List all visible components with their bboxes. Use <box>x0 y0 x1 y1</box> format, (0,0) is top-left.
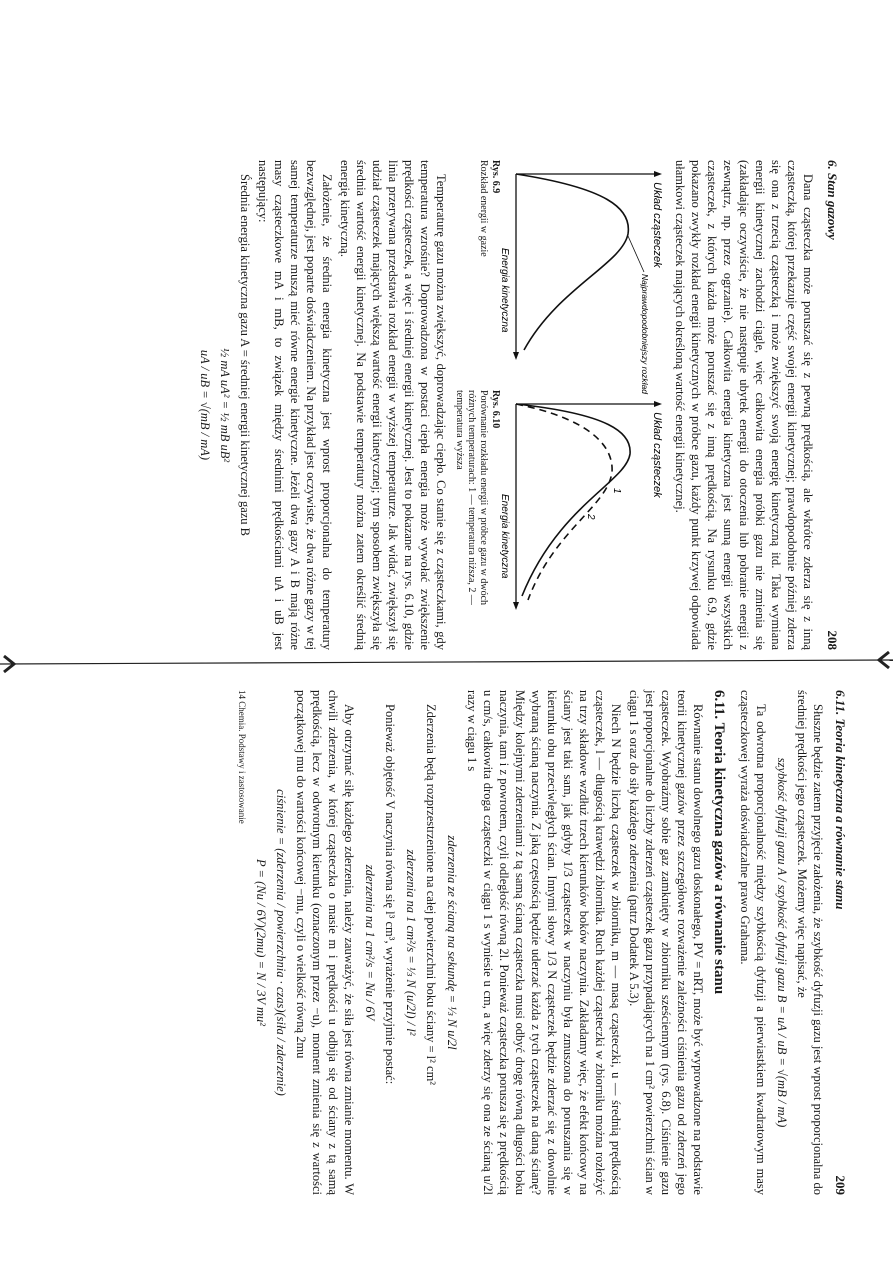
left-paragraph-3b: Średnia energia kinetyczna gazu A = średniej energii kinetycznej gazu B <box>238 174 252 537</box>
fold-line <box>0 660 893 664</box>
fig69-y-arrow <box>654 171 662 177</box>
fig610-caption <box>453 390 501 610</box>
fig610-curve-1-label: 1 <box>611 488 622 494</box>
right-paragraph-2: Ta odwrotna proporcjonalność między szybkością dyfuzji a pierwiastkiem kwadratowym masy cząsteczkowej wyraża doświadczalne prawo Grahama. <box>738 690 768 1195</box>
left-paragraph-1: Dana cząsteczka może poruszać się z pewną prędkością, ale wkrótce zderza się z inną cząsteczką, której przekazuje część swojej energii kinetycznej; prawdopodobnie później zderza się ona z trzecią cząsteczką i może zwiększyć swoją energię kinetyczną itd. Taka wymiana energii kinetycznej zachodzi ciągle, więc całkowita energia próbki gazu nie zmienia się (zakładając oczywiście, że nie następuje ubytek energii do otoczenia lub pobranie energii z zewnątrz, np. przez ogrzanie). Całkowita energia kinetyczna jest sumą energii wszystkich cząsteczek, z których każda może poruszać się z inną prędkością. Na rysunku 6.9, gdzie pokazano zwykły rozkład energii kinetycznych w próbce gazu, każdy punkt krzywej odpowiada ułamkowi cząsteczek mających określoną wartość energii kinetycznej. <box>673 160 815 650</box>
left-paragraph-2: Temperaturę gazu można zwiększyć, doprowadzając ciepło. Co stanie się z cząsteczkami, gdy temperatura wzrośnie? Doprowadzona w postaci ciepła energia może wywołać zwiększenie prędkości cząsteczek, a więc i średniej energii kinetycznej. Jest to pokazane na rys. 6.10, gdzie linia przerywana przedstawia rozkład energii w wyższej temperaturze. Jak widać, zwiększył się udział cząsteczek mających większą wartość energii kinetycznej; tym sposobem zwiększyła się średnia wartość energii kinetycznej. Na podstawie temperatury można zatem określić średnią energię kinetyczną. <box>338 160 448 650</box>
right-text-block-4 <box>423 690 439 1195</box>
fig69-curve <box>516 174 628 350</box>
fig610-y-arrow <box>654 401 662 407</box>
right-equation-2: zderzenia ze ścianą na sekundę = ⅓ N u/2l <box>445 835 459 1050</box>
right-equation-5: ciśnienie = (zderzenia / powierzchnia · czas)(siła / zderzenie) <box>274 789 288 1096</box>
right-text-block-6 <box>293 690 357 1195</box>
right-equation-6: P = (Nu / 6V)(2mu) = N / 3V mu² <box>254 858 268 1027</box>
right-paragraph-1: Słuszne będzie zatem przyjęcie założenia, że szybkość dyfuzji gazu jest wprost proporcjonalna do średniej prędkości jego cząsteczek. Możemy więc napisać, że <box>795 690 825 1195</box>
fig610-y-label: Układ cząsteczek <box>651 412 663 498</box>
figure-6-10 <box>453 390 666 610</box>
fig69-caption-text: Rozkład energii w gazie <box>478 160 489 257</box>
right-text-block <box>794 690 826 1195</box>
figure-6-9 <box>453 160 666 395</box>
right-text-block-3 <box>464 690 706 1195</box>
figure-6-9-graph <box>499 160 666 395</box>
right-text-block-2 <box>737 690 769 1195</box>
right-section-title: 6.11. Teoria kinetyczna a równanie stanu <box>833 690 848 910</box>
right-text-block-5 <box>382 690 398 1195</box>
figures-row <box>453 160 666 650</box>
right-page <box>198 690 848 1195</box>
right-paragraph-3: Równanie stanu dowolnego gazu doskonałego, PV = nRT, może być wyprowadzone na podstawie teorii kinetycznej gazów przez szczegółowe rozważenie zależności ciśnienia gazu od zderzeń jego cząsteczek. Wyobraźmy sobie gaz zamknięty w zbiorniku sześciennym (rys. 6.8). Ciśnienie gazu jest proporcjonalne do liczby zderzeń cząsteczek gazu przypadających na 1 cm² powierzchni ścian w ciągu 1 s oraz do siły każdego zderzenia (patrz Dodatek A 5.3). <box>627 690 705 1195</box>
right-paragraph-4: Niech N będzie liczbą cząsteczek w zbiorniku, m — masą cząsteczki, u — średnią prędkością cząsteczek, l — długością krawędzi zbiornika. Ruch każdej cząsteczki w zbiorniku można rozłożyć na trzy składowe wzdłuż trzech kierunków boków naczynia. Zakładamy więc, że efekt końcowy na ściany jest taki sam, jak gdyby 1/3 cząsteczek w naczyniu była zmuszona do poruszania się w kierunku obu przeciwległych ścian. Innymi słowy 1/3 N cząsteczek będzie zderzać się z dowolnie wybraną ścianą naczynia. Z jaką częstością będzie uderzać każda z tych cząsteczek na daną ścianę? Między kolejnymi zderzeniami z tą samą ścianą cząsteczka musi odbyć drogę równą długości boku naczynia, tam i z powrotem, czyli odległość równą 2l. Ponieważ cząsteczka porusza się z prędkością u cm/s, całkowita droga cząsteczki w ciągu 1 s wyniesie u cm, a więc zderzy się ona ze ścianą u/2l razy w ciągu 1 s <box>465 690 623 1195</box>
fig610-curve-2 <box>516 404 612 600</box>
fig610-curve-2-label: 2 <box>585 514 596 520</box>
left-equation-1: ½ mA uA² = ½ mB uB² <box>218 347 232 463</box>
left-text-block-2 <box>237 160 449 650</box>
fig610-curve-1 <box>516 404 630 596</box>
fig69-caption <box>477 160 501 360</box>
fig69-peak-pointer <box>628 236 644 272</box>
left-paragraph-3: Założenie, że średnia energia kinetyczna jest wprost proporcjonalna do temperatury bezwzględnej, jest poparte doświadczeniem. Na przykład jest oczywiste, że dwa różne gazy w tej samej temperaturze muszą mieć równe energie kinetyczne. Jeżeli dwa gazy A i B mają różne masy cząsteczkowe mA i mB, to związek między średnimi prędkościami uA i uB jest następujący: <box>256 160 334 650</box>
figure-6-10-graph <box>499 390 666 610</box>
left-page-header <box>824 160 840 650</box>
right-equation-4: zderzenia na 1 cm²/s = Nu / 6V <box>363 864 377 1021</box>
fig610-caption-text: Porównanie rozkładu energii w próbce gazu w dwóch różnych temperaturach: 1 — temperatura niższa, 2 — temperatura wyższa <box>454 390 489 606</box>
section-heading: 6.11. Teoria kinetyczna gazów a równanie stanu <box>711 690 727 995</box>
left-text-block <box>672 160 816 650</box>
fig610-x-label: Energia kinetyczna <box>499 494 510 579</box>
fig69-peak-label: Najprawdopodobniejszy rozkład <box>640 274 650 395</box>
fig610-caption-title: Rys. 6.10 <box>490 390 501 429</box>
right-paragraph-6: Ponieważ objętość V naczynia równa się l³ cm³, wyrażenie przyjmie postać: <box>383 704 397 1085</box>
left-chapter-title: 6. Stan gazowy <box>825 160 840 240</box>
right-page-number: 209 <box>833 1175 848 1195</box>
fig69-x-arrow <box>513 352 519 360</box>
footnote: 14 Chemia. Podstawy i zastosowanie <box>237 690 247 824</box>
fig69-x-label: Energia kinetyczna <box>499 248 510 333</box>
right-paragraph-7: Aby otrzymać siłę każdego zderzenia, należy zauważyć, że siła jest równa zmianie momentu. W chwili zderzenia, w której cząsteczka o masie m i prędkości u odbija się od ściany z tą samą prędkością, lecz w odwrotnym kierunku (oznaczonym przez −u), moment zmienia się z wartości początkowej mu do wartości końcowej −mu, czyli o wielkość równą 2mu <box>294 690 356 1195</box>
left-equation-2: uA / uB = √(mB / mA) <box>198 349 212 461</box>
right-equation-3: zderzenia na 1 cm²/s = ⅓ N (u/2l) / l² <box>404 849 418 1036</box>
right-page-header <box>832 690 848 1195</box>
left-page <box>160 160 840 650</box>
right-equation-1: szybkość dyfuzji gazu A / szybkość dyfuzji gazu B = uA / uB = √(mB / mA) <box>775 757 789 1128</box>
right-paragraph-5: Zderzenia będą rozprzestrzenione na całej powierzchni boku ściany = l² cm² <box>424 704 438 1086</box>
fig69-y-label: Układ cząsteczek <box>651 182 663 268</box>
left-page-number: 208 <box>825 630 840 650</box>
fig69-caption-title: Rys. 6.9 <box>490 160 501 194</box>
